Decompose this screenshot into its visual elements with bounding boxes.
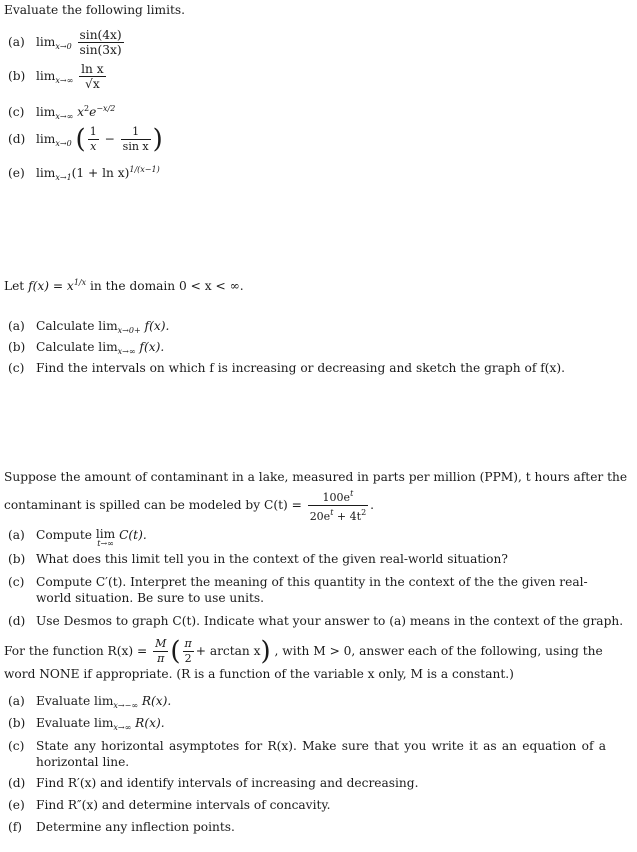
question-4d: (d) Find R′(x) and identify intervals of increasing and decreasing.	[8, 776, 419, 790]
limit-c: (c) $\lim_{x\to\infty} x^2e^{-x/2}$	[8, 104, 116, 121]
question-2a: (a) Calculate $\lim_{x\to 0+} f(x)$.	[8, 319, 170, 335]
section1-heading: Evaluate the following limits.	[4, 3, 185, 17]
question-3b: (b) What does this limit tell you in the context of the given real-world situation?	[8, 552, 508, 566]
question-3d: (d) Use Desmos to graph C(t). Indicate what your answer to (a) means in the context of the graph.	[8, 614, 624, 628]
concentration-fraction: $\frac{100e^t}{20e^t + 4t^2}$	[309, 489, 367, 523]
section3-intro-line2: contaminant is spilled can be modeled by C(t) = $\frac{100e^t}{20e^t + 4t^2}$ .	[4, 489, 375, 523]
limit-b: (b) $\lim_{x\to\infty}$ $\frac{\text{ln x}}{√x}$	[8, 62, 104, 91]
question-4f: (f) Determine any inflection points.	[8, 820, 235, 834]
fraction: $\frac{\text{ln x}}{√x}$	[81, 62, 104, 91]
question-3c: (c) Compute C′(t). Interpret the meaning of this quantity in the context of the the given real-world situation. Be sure to use units.	[8, 575, 588, 605]
fraction: $\frac{1}{\text{sin x}}$	[122, 125, 149, 153]
question-4c: (c) State any horizontal asymptotes for R(x). Make sure that you write it as an equation of a horizontal line.	[8, 739, 606, 769]
question-4b: (b) Evaluate $\lim_{x\to\infty} R(x)$.	[8, 716, 165, 732]
question-4e: (e) Find R″(x) and determine intervals of concavity.	[8, 798, 331, 812]
question-2c: (c) Find the intervals on which f is increasing or decreasing and sketch the graph of f(x).	[8, 361, 566, 375]
fraction: $\frac{\pi}{2}$	[184, 637, 192, 665]
section2-intro: Let $f(x) = x^{1/x}$ in the domain 0 < x < ∞.	[4, 278, 244, 293]
limit-a: (a) $\lim_{x\to 0}$ $\frac{\sin(4x)}{\sin(3x)}$	[8, 28, 122, 57]
question-2b: (b) Calculate $\lim_{x\to\infty} f(x)$.	[8, 340, 165, 356]
question-3a: (a) Compute lim t→∞ C(t).	[8, 527, 147, 548]
question-4a: (a) Evaluate $\lim_{x\to-\infty} R(x)$.	[8, 694, 172, 710]
section4-intro-line2: word NONE if appropriate. (R is a function of the variable x only, M is a constant.)	[4, 667, 514, 681]
section4-intro-line1: For the function R(x) = $\frac{M}{\pi}$ ( $\frac{\pi}{2}$ + arctan x) , with M > 0, answer each of the following, using the	[4, 636, 603, 667]
section3-intro-line1: Suppose the amount of contaminant in a lake, measured in parts per million (PPM), t hours after the	[4, 470, 628, 484]
limit-e: (e) $\lim_{x\to 1}(1 + \ln x)^{1/(x-1)}$	[8, 165, 160, 182]
limit-d: (d) $\lim_{x\to 0}$ ( $\frac{1}{x}$ − $\frac{1}{\text{sin x}}$ )	[8, 124, 163, 155]
fraction: $\frac{1}{x}$	[89, 125, 97, 153]
fraction: $\frac{\sin(4x)}{\sin(3x)}$	[79, 28, 122, 57]
fraction: $\frac{M}{\pi}$	[155, 637, 167, 665]
